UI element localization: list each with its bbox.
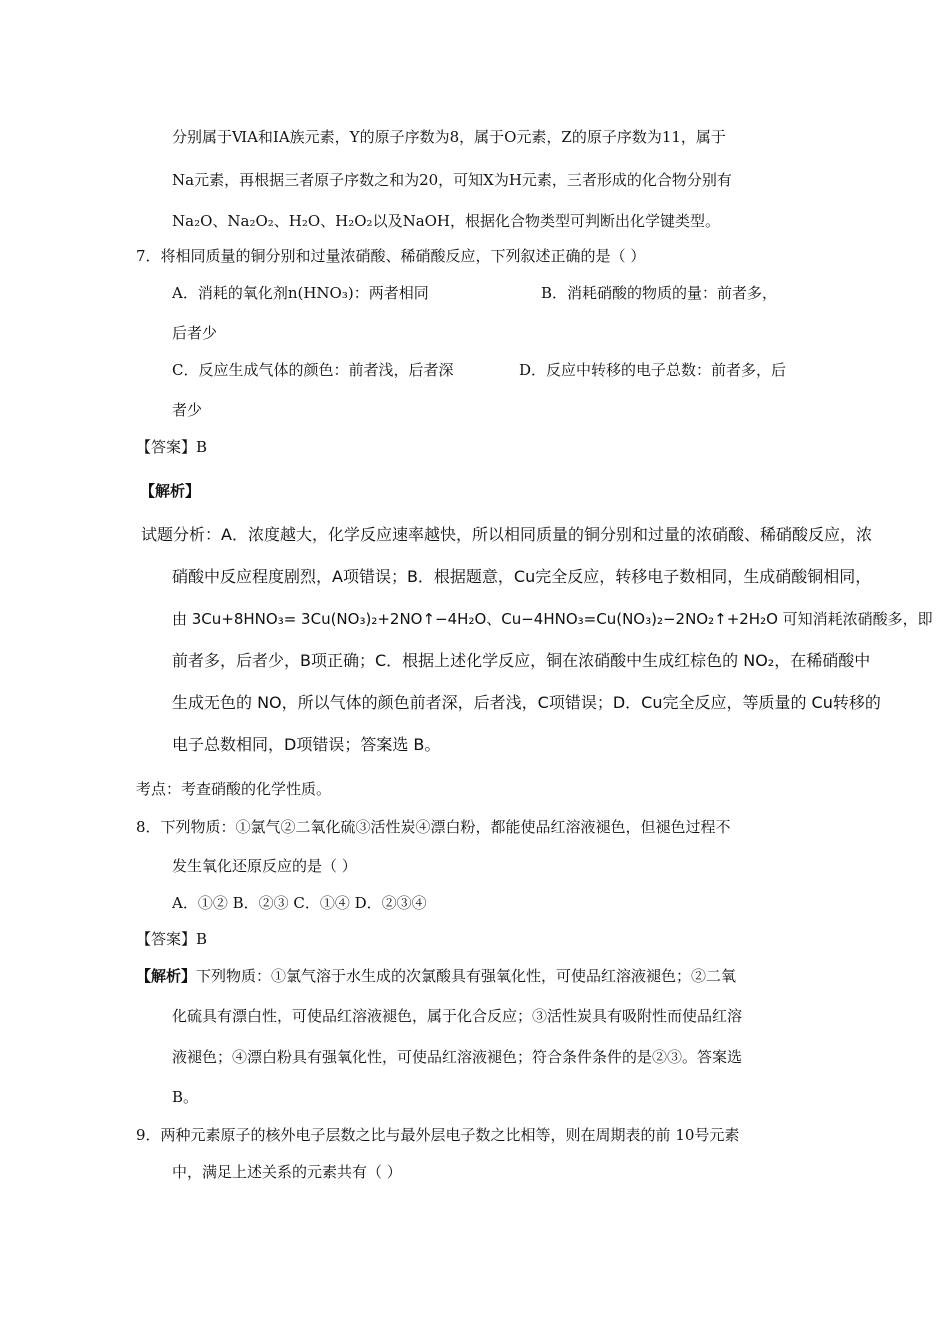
q8-explanation-text: 下列物质：①氯气溶于水生成的次氯酸具有强氧化性，可使品红溶液褪色；②二氧 — [196, 967, 737, 985]
q7-option-b: B．消耗硝酸的物质的量：前者多， — [541, 284, 778, 302]
q8-explanation-line-4: B。 — [172, 1088, 199, 1106]
q7-explanation-line-4: 前者多，后者少，B项正确；C．根据上述化学反应，铜在浓硝酸中生成红棕色的 NO₂，在稀硝酸中 — [172, 651, 871, 670]
intro-line-3: Na₂O、Na₂O₂、H₂O、H₂O₂以及NaOH，根据化合物类型可判断出化学键类型。 — [172, 212, 721, 230]
intro-line-1: 分别属于ⅥA和ⅠA族元素，Y的原子序数为8，属于O元素，Z的原子序数为11，属于 — [172, 128, 726, 146]
q8-explanation-line-2: 化硫具有漂白性，可使品红溶液褪色，属于化合反应；③活性炭具有吸附性而使品红溶 — [172, 1007, 743, 1025]
q9-stem-line-2: 中，满足上述关系的元素共有（ ） — [172, 1163, 402, 1181]
q7-option-d: D．反应中转移的电子总数：前者多，后 — [519, 361, 787, 379]
q7-option-c: C．反应生成气体的颜色：前者浅，后者深 — [172, 361, 454, 379]
q7-point: 考点：考查硝酸的化学性质。 — [136, 780, 332, 798]
q8-stem-line-1: 8．下列物质：①氯气②二氧化硫③活性炭④漂白粉，都能使品红溶液褪色，但褪色过程不 — [136, 818, 731, 836]
q7-explanation-line-1: 试题分析：A．浓度越大，化学反应速率越快，所以相同质量的铜分别和过量的浓硝酸、稀硝酸反应，浓 — [141, 525, 872, 544]
q7-option-d-cont: 者少 — [172, 401, 203, 419]
q7-option-b-cont: 后者少 — [172, 324, 218, 342]
q8-explanation-line-1 — [136, 966, 736, 986]
q9-stem-line-1: 9．两种元素原子的核外电子层数之比与最外层电子数之比相等，则在周期表的前 10号元素 — [136, 1126, 740, 1144]
q7-explanation-line-2: 硝酸中反应程度剧烈，A项错误；B．根据题意，Cu完全反应，转移电子数相同，生成硝酸铜相同， — [172, 567, 872, 586]
q7-explanation-line-5: 生成无色的 NO，所以气体的颜色前者深，后者浅，C项错误；D．Cu完全反应，等质量的 Cu转移的 — [172, 693, 881, 712]
q7-option-a: A．消耗的氧化剂n(HNO₃)：两者相同 — [172, 284, 429, 302]
q8-answer: 【答案】B — [136, 930, 208, 948]
q7-stem: 7．将相同质量的铜分别和过量浓硝酸、稀硝酸反应，下列叙述正确的是（ ） — [136, 247, 646, 265]
q8-options: A．①② B．②③ C．①④ D．②③④ — [172, 894, 427, 912]
q8-explanation-line-3: 液褪色；④漂白粉具有强氧化性，可使品红溶液褪色；符合条件条件的是②③。答案选 — [172, 1048, 743, 1066]
q7-analysis-label: 【解析】 — [140, 482, 201, 500]
intro-line-2: Na元素，再根据三者原子序数之和为20，可知X为H元素，三者形成的化合物分别有 — [172, 171, 732, 189]
q7-explanation-line-3: 由 3Cu+8HNO₃= 3Cu(NO₃)₂+2NO↑−4H₂O、Cu−4HNO₃=Cu(NO₃)₂−2NO₂↑+2H₂O 可知消耗浓硝酸多，即 — [172, 610, 933, 628]
q8-explanation-label: 【解析】 — [136, 967, 197, 985]
q7-explanation-line-6: 电子总数相同，D项错误；答案选 B。 — [172, 735, 441, 754]
q8-stem-line-2: 发生氧化还原反应的是（ ） — [172, 857, 357, 875]
q7-answer: 【答案】B — [136, 438, 208, 456]
